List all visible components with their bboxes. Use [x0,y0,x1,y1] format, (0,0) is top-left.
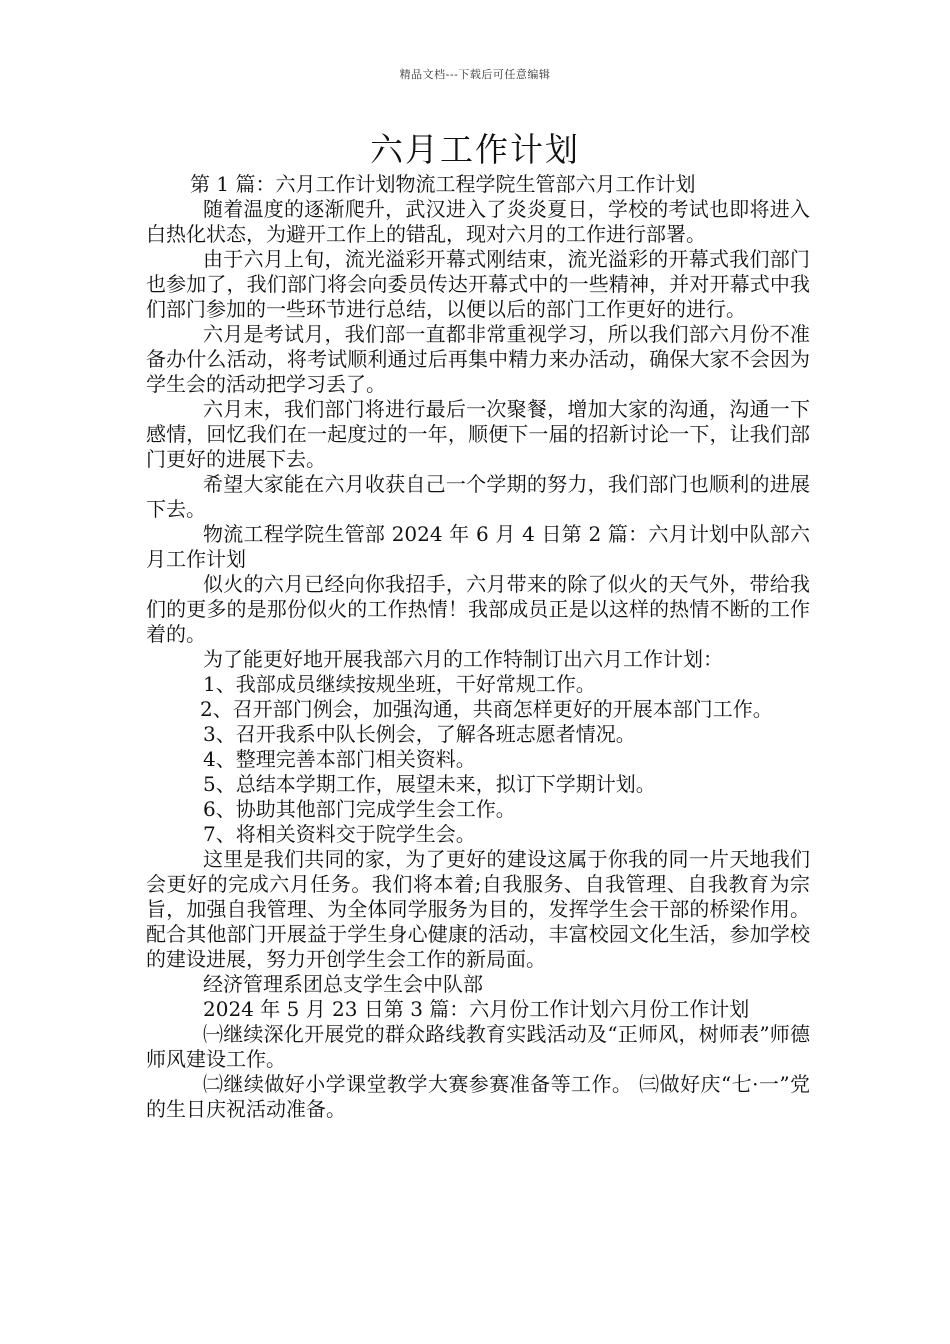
list-item: 1、我部成员继续按规坐班，干好常规工作。 [203,672,596,696]
paragraph: ㈠继续深化开展党的群众路线教育实践活动及“正师风，树师表”师德师风建设工作。 [146,1022,810,1071]
section-heading-1: 第 1 篇：六月工作计划物流工程学院生管部六月工作计划 [190,172,696,196]
list-item: 2、召开部门例会，加强沟通，共商怎样更好的开展本部门工作。 [200,697,773,721]
paragraph: 六月是考试月，我们部一直都非常重视学习，所以我们部六月份不准备办什么活动，将考试顺利通过后再集中精力来办活动，确保大家不会因为学生会的活动把学习丢了。 [146,322,810,396]
document-body [146,172,810,1122]
header-note: 精品文档---下载后可任意编辑 [399,68,551,81]
paragraph: 六月末，我们部门将进行最后一次聚餐，增加大家的沟通，沟通一下感情，回忆我们在一起度过的一年，顺便下一届的招新讨论一下，让我们部门更好的进展下去。 [146,397,810,471]
paragraph: 这里是我们共同的家，为了更好的建设这属于你我的同一片天地我们会更好的完成六月任务。我们将本着;自我服务、自我管理、自我教育为宗旨，加强自我管理、为全体同学服务为目的，发挥学生会干部的桥梁作用。配合其他部门开展益于学生身心健康的活动，丰富校园文化生活，参加学校的建设进展，努力开创学生会工作的新局面。 [146,847,810,971]
signature: 经济管理系团总支学生会中队部 [203,972,483,996]
list-item: 3、召开我系中队长例会，了解各班志愿者情况。 [203,722,636,746]
document-title: 六月工作计划 [370,130,580,169]
paragraph: 随着温度的逐渐爬升，武汉进入了炎炎夏日，学校的考试也即将进入白热化状态，为避开工作上的错乱，现对六月的工作进行部署。 [146,197,810,246]
paragraph: 似火的六月已经向你我招手，六月带来的除了似火的天气外，带给我们的更多的是那份似火的工作热情！我部成员正是以这样的热情不断的工作着的。 [146,572,810,646]
list-item: 4、整理完善本部门相关资料。 [203,747,476,771]
paragraph: 由于六月上旬，流光溢彩开幕式刚结束，流光溢彩的开幕式我们部门也参加了，我们部门将会向委员传达开幕式中的一些精神，并对开幕式中我们部门参加的一些环节进行总结，以便以后的部门工作更好的进行。 [146,247,810,321]
paragraph: 希望大家能在六月收获自己一个学期的努力，我们部门也顺利的进展下去。 [146,472,810,521]
signature-and-section-heading-2: 物流工程学院生管部 2024 年 6 月 4 日第 2 篇：六月计划中队部六月工作计划 [146,522,810,571]
paragraph: ㈡继续做好小学课堂教学大赛参赛准备等工作。 ㈢做好庆“七·一”党的生日庆祝活动准备。 [146,1072,810,1121]
list-item: 5、总结本学期工作，展望未来，拟订下学期计划。 [203,772,656,796]
date-and-section-heading-3: 2024 年 5 月 23 日第 3 篇：六月份工作计划六月份工作计划 [203,997,750,1021]
list-item: 6、协助其他部门完成学生会工作。 [203,797,516,821]
list-item: 7、将相关资料交于院学生会。 [203,822,476,846]
paragraph: 为了能更好地开展我部六月的工作特制订出六月工作计划： [203,647,723,671]
